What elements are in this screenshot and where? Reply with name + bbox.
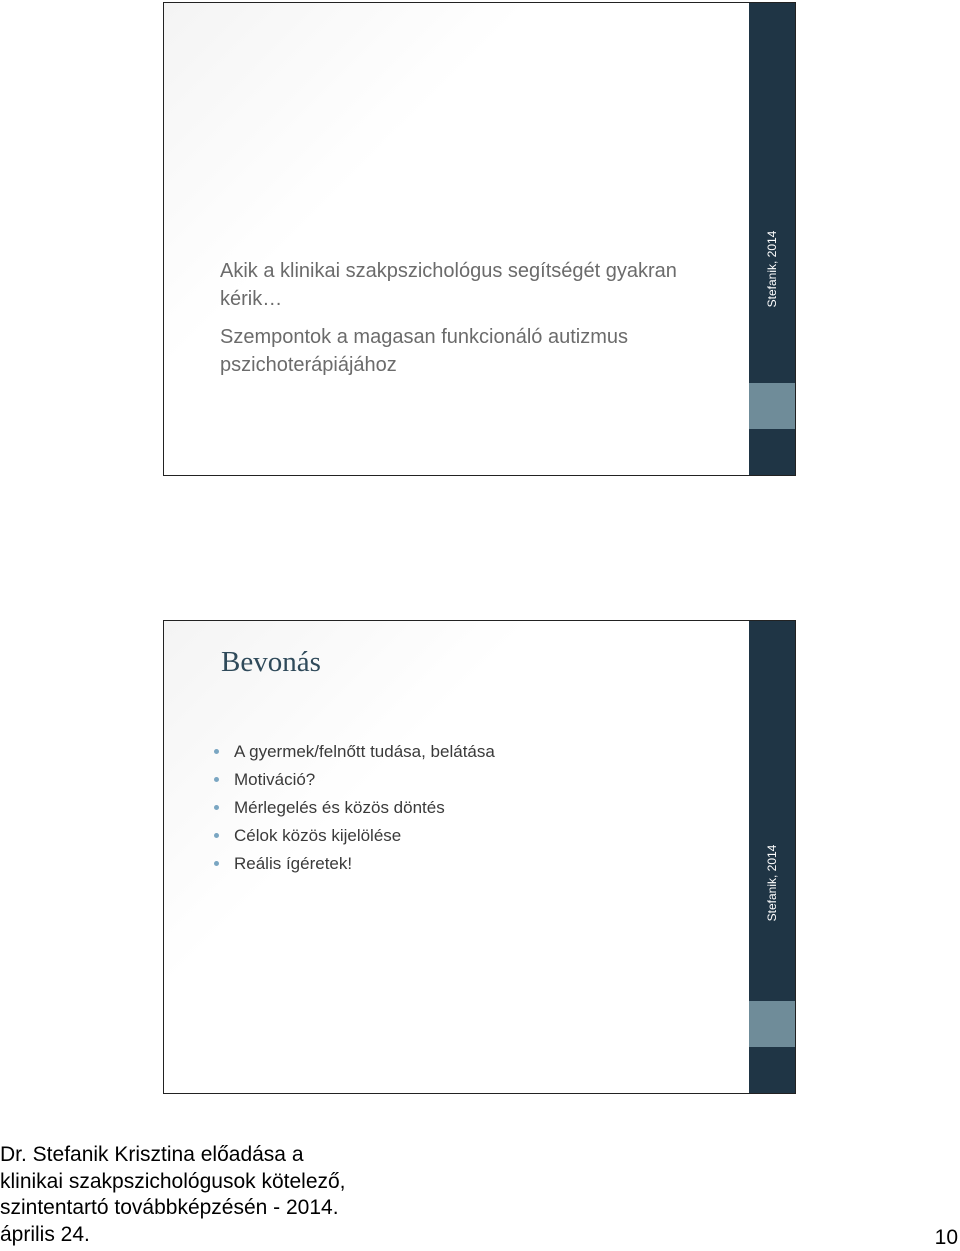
footer-line: klinikai szakpszichológusok kötelező, xyxy=(0,1169,346,1193)
slide-2-content xyxy=(164,621,749,1093)
bullet-text: Célok közös kijelölése xyxy=(234,826,402,845)
footer-caption xyxy=(0,1142,960,1248)
bullet-dot-icon xyxy=(214,861,219,866)
footer-line: április 24. xyxy=(0,1222,90,1246)
bullet-item xyxy=(212,850,495,878)
slide-2-sidebar-accent xyxy=(749,1001,795,1047)
bullet-dot-icon xyxy=(214,805,219,810)
slide-1-sidebar-text: Stefanik, 2014 xyxy=(765,230,779,308)
slide-1-content xyxy=(164,3,749,475)
bullet-item xyxy=(212,766,495,794)
footer-line: szintentartó továbbképzésén - 2014. xyxy=(0,1196,339,1219)
bullet-text: Motiváció? xyxy=(234,770,316,789)
slide-2-bullet-list xyxy=(212,738,495,878)
slide-1-title: Akik a klinikai szakpszichológus segítségét gyakran kérik… xyxy=(220,260,677,310)
slide-1-subtitle: Szempontok a magasan funkcionáló autizmus pszichoterápiájához xyxy=(220,326,629,376)
bullet-item xyxy=(212,738,495,766)
slide-1-sidebar xyxy=(749,3,795,475)
slide-2-sidebar-text: Stefanik, 2014 xyxy=(765,844,779,922)
slide-2-sidebar xyxy=(749,621,795,1093)
slide-1 xyxy=(163,2,796,476)
bullet-text: Reális ígéretek! xyxy=(234,854,353,873)
bullet-text: A gyermek/felnőtt tudása, belátása xyxy=(234,742,495,761)
slide-2 xyxy=(163,620,796,1094)
bullet-dot-icon xyxy=(214,749,219,754)
slide-1-sidebar-accent xyxy=(749,383,795,429)
page-number: 10 xyxy=(934,1226,958,1249)
bullet-dot-icon xyxy=(214,833,219,838)
bullet-item xyxy=(212,794,495,822)
bullet-item xyxy=(212,822,495,850)
footer-line: Dr. Stefanik Krisztina előadása a xyxy=(0,1143,304,1166)
bullet-text: Mérlegelés és közös döntés xyxy=(234,798,445,817)
slide-2-title: Bevonás xyxy=(221,646,321,678)
bullet-dot-icon xyxy=(214,777,219,782)
